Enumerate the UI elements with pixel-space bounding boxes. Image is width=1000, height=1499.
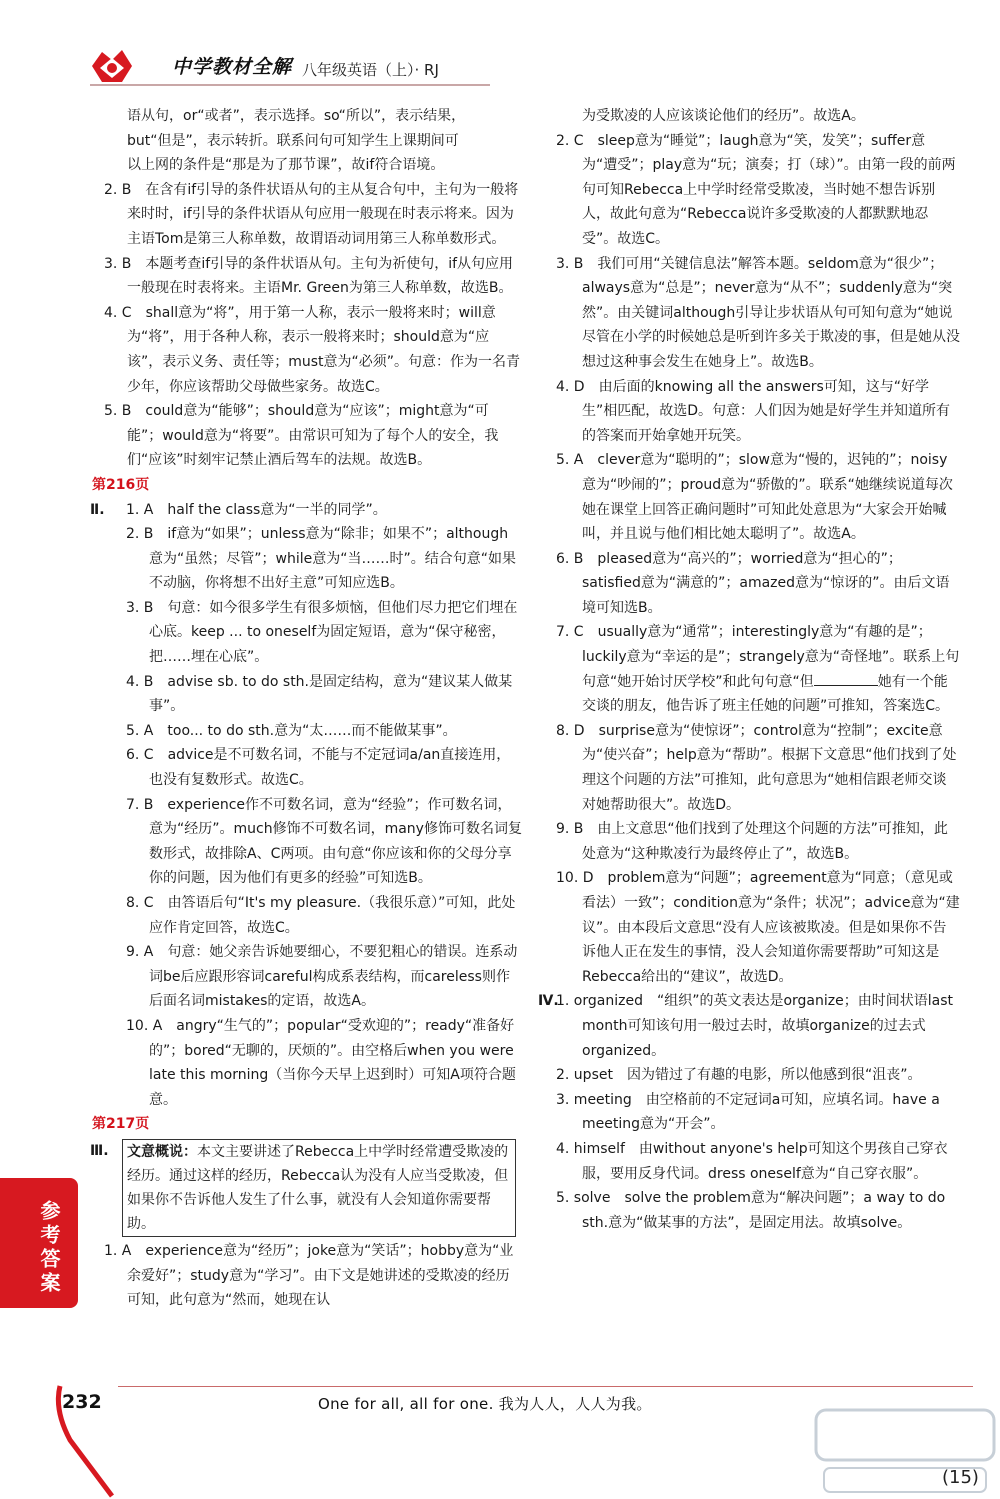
header-divider xyxy=(90,84,490,86)
answer-item: 4. C shall意为“将”，用于第一人称，表示一般将来时；will意为“将”，用于各种人称，表示一般将来时；should意为“应该”，表示义务、责任等；must意为“必须”。句意：作为一名青少年，你应该帮助父母做些家务。故选C。 xyxy=(104,304,521,395)
answer-item: 3. B 我们可用“关键信息法”解答本题。seldom意为“很少”；always意为“总是”；never意为“从不”；suddenly意为“突然”。由关键词although引导让步状语从句可知句意为“她说尽管在小学的时候她总是听到许多关于欺凌的事，但是她从没想过这种事会发生在她身上”。故选B。 xyxy=(556,255,960,370)
text-line: 语从句，or“或者”，表示选择。so“所以”，表示结果， xyxy=(127,108,466,124)
left-column xyxy=(92,104,522,1313)
answer-item: 4. D 由后面的knowing all the answers可知，这与“好学生”相匹配，故选D。句意：人们因为她是好学生并知道所有的答案而开始拿她开玩笑。 xyxy=(556,378,951,444)
answer-item: 5. B could意为“能够”；should意为“应该”；might意为“可能”；would意为“将要”。由常识可知为了每个人的安全，我们“应该”时刻牢记禁止酒后驾车的法规。故选B。 xyxy=(104,403,499,469)
page-216-label: 第216页 xyxy=(92,476,150,493)
summary-label: 文意概说： xyxy=(127,1143,197,1160)
answer-item: 9. B 由上文意思“他们找到了处理这个问题的方法”可推知，此处意为“这种欺凌行为最终停止了”，故选B。 xyxy=(556,821,948,862)
book-subject: 八年级英语（上）· RJ xyxy=(302,61,439,79)
answer-item: 3. B 句意：如今很多学生有很多烦恼，但他们尽力把它们埋在心底。keep ... to oneself为固定短语，意为“保守秘密，把……埋在心底”。 xyxy=(126,599,518,666)
text-line: 以上网的条件是“那是为了那节课”，故if符合语境。 xyxy=(127,157,445,174)
section-ii xyxy=(92,498,522,1113)
item-7-text: 7. C usually意为“通常”；interestingly意为“有趣的是”；luckily意为“幸运的是”；strangely意为“奇怪地”。联系上句句意“她开始讨厌学校”和此句句意“但 xyxy=(556,624,960,690)
footer-motto: One for all, all for one. 我为人人，人人为我。 xyxy=(318,1395,652,1413)
answer-item: 2. B 在含有if引导的条件状语从句的主从复合句中，主句为一般将来时时，if引导的条件状语从句应用一般现在时表示将来。因为主语Tom是第三人称单数，故谓语动词用第三人称单数形式。 xyxy=(104,181,519,247)
answer-item: 3. meeting 由空格前的不定冠词a可知，应填名词。have a meeting意为“开会”。 xyxy=(556,1091,940,1133)
book-logo-icon xyxy=(88,46,136,86)
answer-item: 1. A half the class意为“一半的同学”。 xyxy=(126,501,387,518)
answer-item: 9. A 句意：她父亲告诉她要细心，不要犯粗心的错误。连系动词be后应跟形容词careful构成系表结构，而careless则作后面名词mistakes的定语，故选A。 xyxy=(126,944,518,1010)
answer-item: 5. A too... to do sth.意为“太……而不能做某事”。 xyxy=(126,722,457,739)
page-217-label: 第217页 xyxy=(92,1116,150,1133)
answer-item: 7. B experience作不可数名词，意为“经验”；作可数名词，意为“经历”。much修饰不可数名词，many修饰可数名词复数形式，故排除A、C两项。由句意“你应该和你的父母分享你的问题，因为他们有更多的经验”可知选B。 xyxy=(126,796,522,887)
book-title: 中学教材全解 xyxy=(172,56,293,78)
answer-item: 2. B if意为“如果”；unless意为“除非；如果不”；although意为“虽然；尽管”；while意为“当……时”。结合句意“如果不动脑，你将想不出好主意”可知应选B。 xyxy=(126,526,516,592)
answer-item: 5. A clever意为“聪明的”；slow意为“慢的，迟钝的”；noisy意为“吵闹的”；proud意为“骄傲的”。联系“她继续说道每次她在课堂上回答正确问题时”可知此处意思为“大家会开始喊叫，并且说与他们相比她太聪明了”。故选A。 xyxy=(556,452,953,543)
summary-text: 本文主要讲述了Rebecca上中学时经常遭受欺凌的经历。通过这样的经历，Rebecca认为没有人应当受欺凌，但如果你不告诉他人发生了什么事，就没有人会知道你需要帮助。 xyxy=(127,1143,509,1232)
section-iv xyxy=(540,989,960,1235)
answer-item: 2. upset 因为错过了有趣的电影，所以他感到很“沮丧”。 xyxy=(556,1067,922,1084)
answer-item: 6. B pleased意为“高兴的”；worried意为“担心的”；satisfied意为“满意的”；amazed意为“惊讶的”。由后文语境可知选B。 xyxy=(556,550,950,616)
answer-item: 8. D surprise意为“使惊讶”；control意为“控制”；excite意为“使兴奋”；help意为“帮助”。根据下文意思“他们找到了处理这个问题的方法”可推知，此句意思为“她相信跟老师交谈对她帮助很大”。故选D。 xyxy=(556,722,957,813)
item-7-text-end: 她有一个能交谈的朋友，他告诉了班主任她的问题”可推知，答案选C。 xyxy=(582,673,950,715)
page-header xyxy=(0,0,1000,98)
footer-divider xyxy=(118,1386,973,1387)
section-number: Ⅲ. xyxy=(90,1142,109,1159)
side-tab-label: 参考答案 xyxy=(37,1200,61,1296)
page-number: 232 xyxy=(62,1391,102,1413)
answer-item-7 xyxy=(540,620,960,718)
section-number: Ⅱ. xyxy=(90,501,105,518)
text-line: but“但是”，表示转折。联系问句可知学生上课期间可 xyxy=(127,132,459,149)
section-iii xyxy=(92,1139,522,1313)
answer-item: 1. A experience意为“经历”；joke意为“笑话”；hobby意为“业余爱好”；study意为“学习”。由下文是她讲述的受欺凌的经历可知，此句意为“然而，她现在认 xyxy=(104,1242,514,1309)
answer-item: 2. C sleep意为“睡觉”；laugh意为“笑，发笑”；suffer意为“遭受”；play意为“玩；演奏；打（球）”。由第一段的前两句可知Rebecca上中学时经常受欺凌，当时她不想告诉别人，故此句意为“Rebecca说许多受欺凌的人都默默地忍受”。故选C。 xyxy=(556,132,956,247)
section-number: Ⅳ. xyxy=(538,993,559,1010)
answer-item: 10. A angry“生气的”；popular“受欢迎的”；ready“准备好的”；bored“无聊的，厌烦的”。由空格后when you were late this morning（当你今天早上迟到时）可知A项符合题意。 xyxy=(126,1017,516,1108)
answer-item: 1. organized “组织”的英文表达是organize；由时间状语last month可知该句用一般过去时，故填organize的过去式organized。 xyxy=(556,993,953,1059)
answer-item: 10. D problem意为“问题”；agreement意为“同意；（意见或看法）一致”；condition意为“条件；状况”；advice意为“建议”。由本段后文意思“没有人应该被欺凌。但是如果你不告诉他人正在发生的事情，没人会知道你需要帮助”可知这是Rebecca给出的“建议”，故选D。 xyxy=(556,870,960,985)
blank-line xyxy=(814,671,878,686)
answer-item: 5. solve solve the problem意为“解决问题”；a way to do sth.意为“做某事的方法”，是固定用法。故填solve。 xyxy=(556,1190,946,1231)
answer-item: 3. B 本题考查if引导的条件状语从句。主句为祈使句，if从句应用一般现在时表将来。主语Mr. Green为第三人称单数，故选B。 xyxy=(104,255,514,297)
answer-item: 6. C advice是不可数名词，不能与不定冠词a/an直接连用，也没有复数形式。故选C。 xyxy=(126,747,511,789)
right-column xyxy=(540,104,960,1235)
answer-item: 4. B advise sb. to do sth.是固定结构，意为“建议某人做某事”。 xyxy=(126,673,513,715)
corner-number: (15) xyxy=(942,1467,979,1488)
answer-item: 8. C 由答语后句“It's my pleasure.（我很乐意）”可知，此处应作肯定回答，故选C。 xyxy=(126,895,516,936)
summary-box xyxy=(122,1139,516,1237)
text-line: 为受欺凌的人应该谈论他们的经历”。故选A。 xyxy=(582,108,865,124)
answer-item: 4. himself 由without anyone's help可知这个男孩自己穿衣服，要用反身代词。dress oneself意为“自己穿衣服”。 xyxy=(556,1140,948,1182)
